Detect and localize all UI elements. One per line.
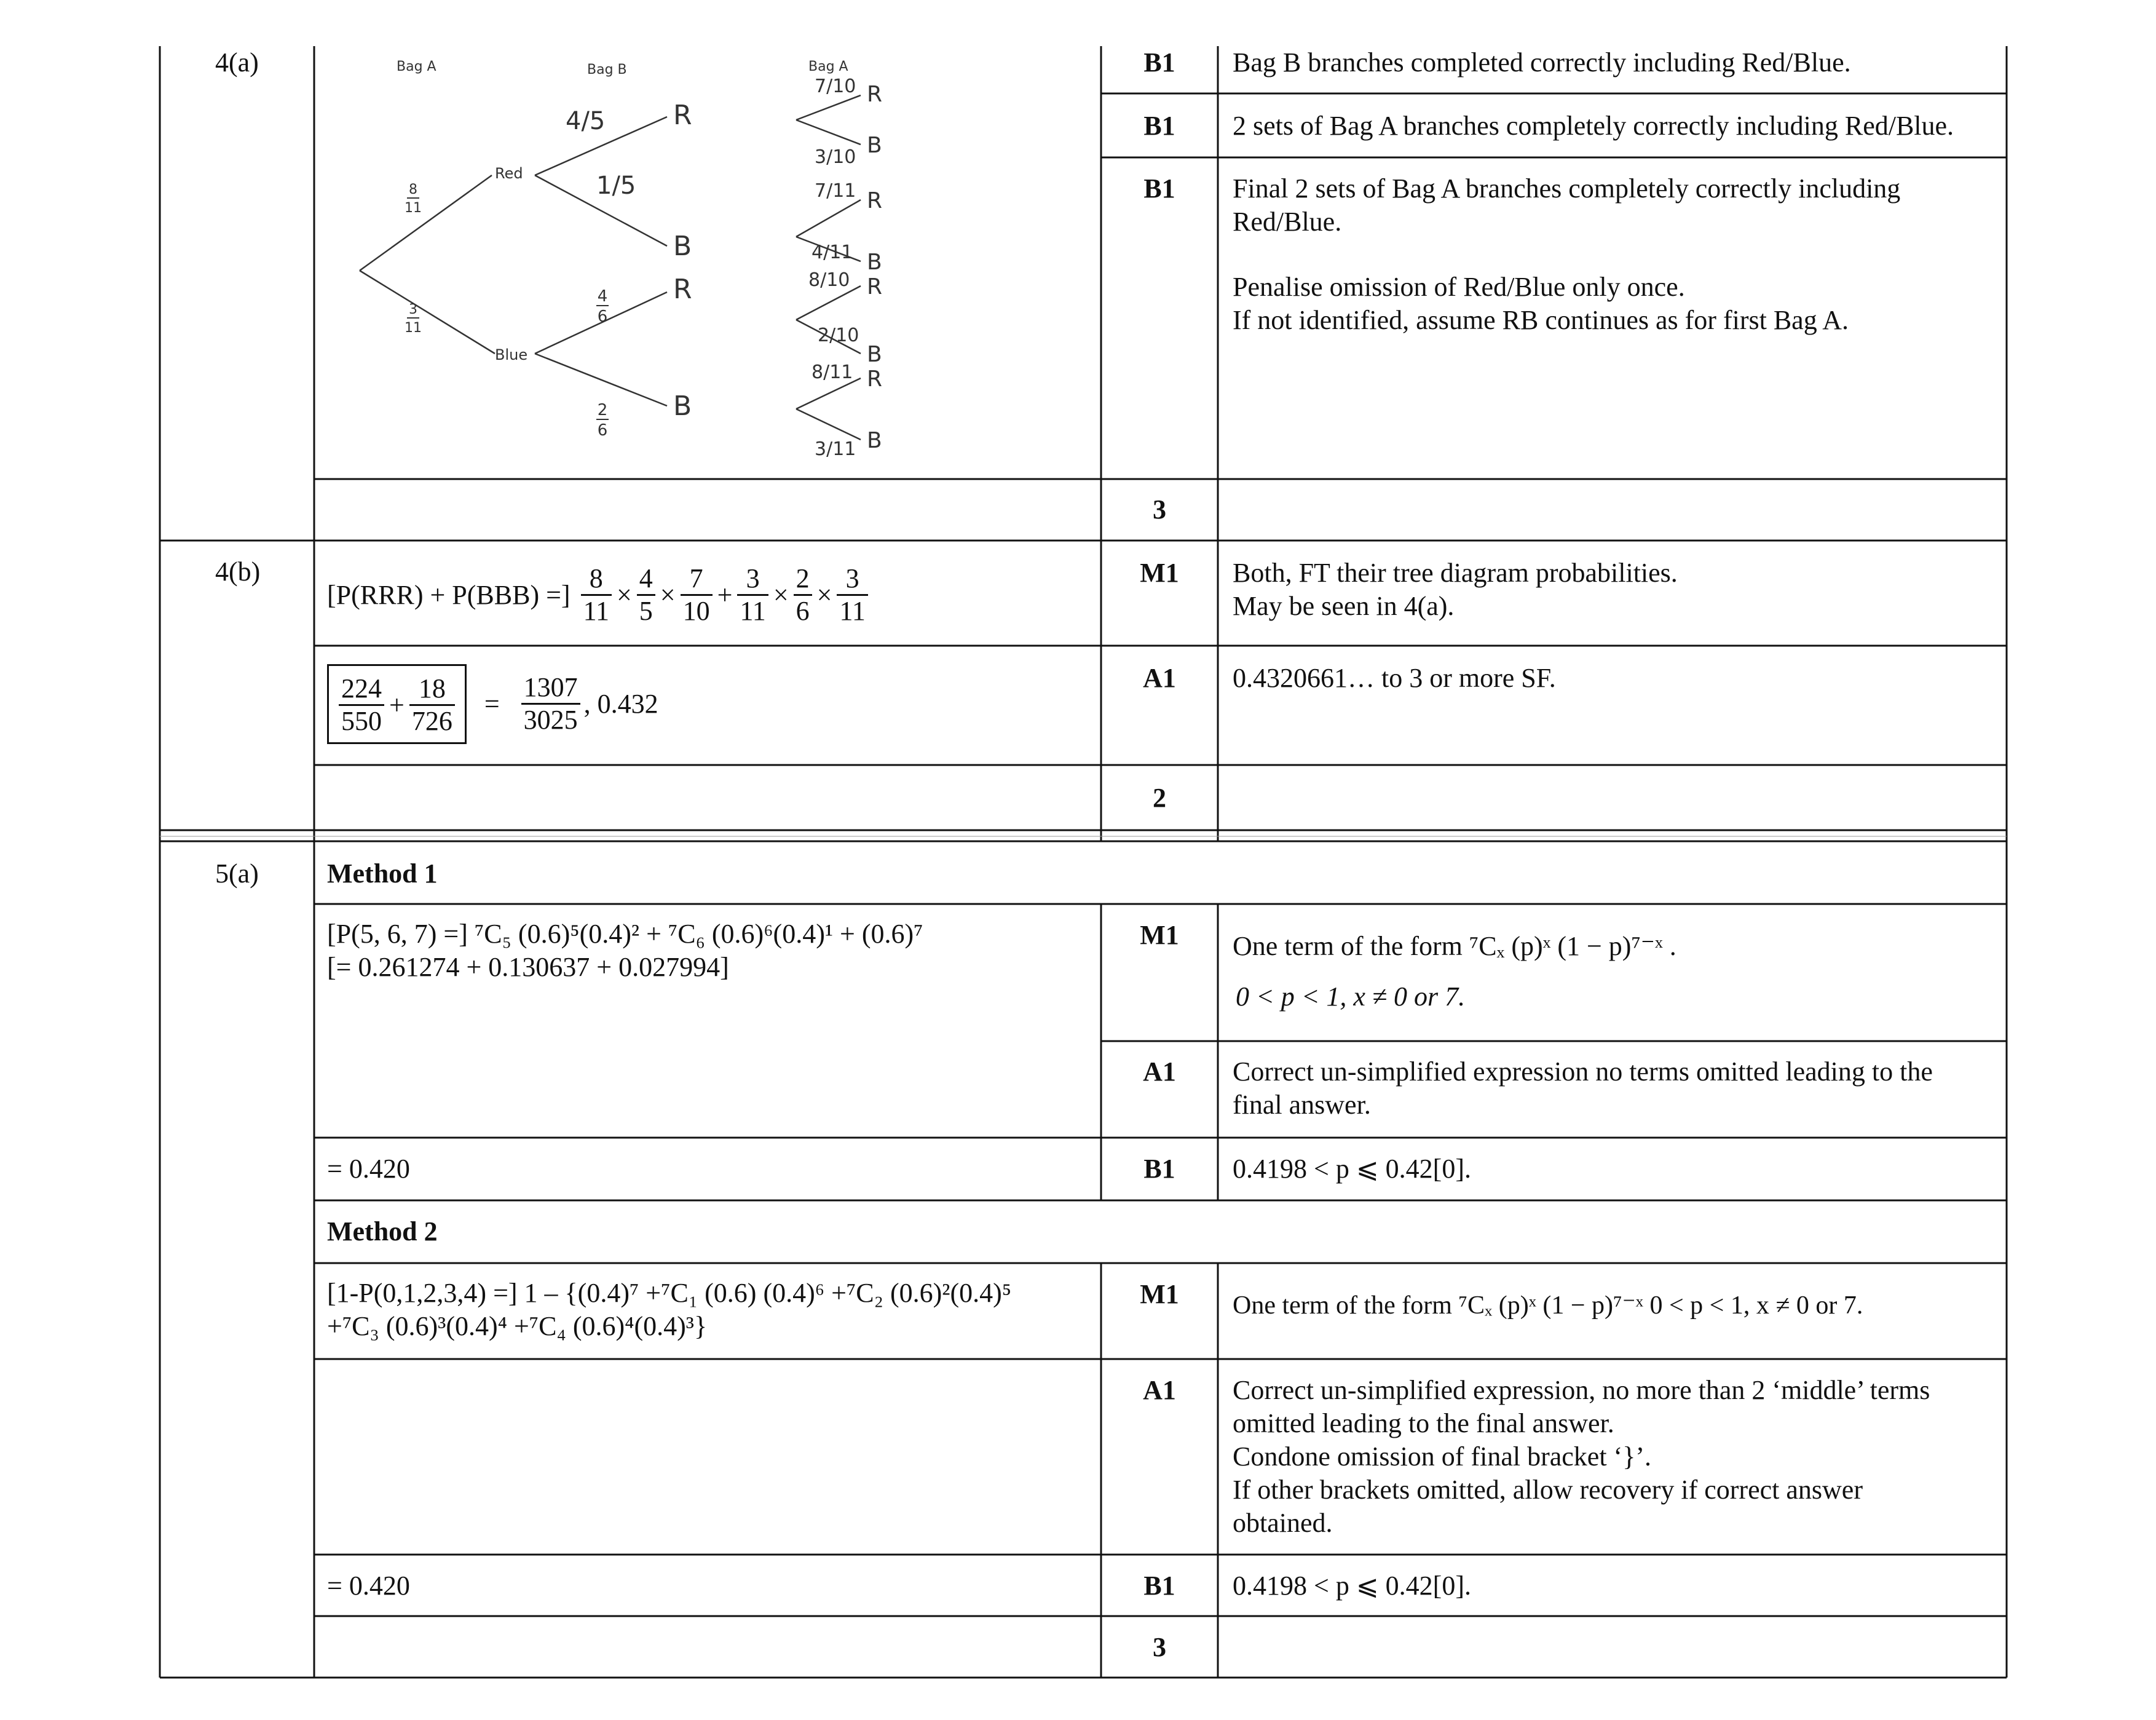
- bag-a-leaf-prob: 3/10: [815, 146, 856, 168]
- bag-a-leaf-r: R: [867, 82, 883, 107]
- bag-a-right-label: Bag A: [808, 59, 848, 74]
- bag-a-leaf-prob: 7/11: [815, 180, 856, 202]
- total-mark: 3: [1153, 1632, 1166, 1662]
- mark: M1: [1140, 920, 1179, 950]
- result-fraction: $\frac{1307}{3025}$: [521, 672, 580, 735]
- guidance: If not identified, assume RB continues as for first Bag A.: [1233, 305, 1849, 335]
- mark: B1: [1143, 1154, 1175, 1184]
- fraction: $\frac{8}{11}$: [581, 563, 612, 627]
- method-heading: Method 2: [327, 1216, 438, 1246]
- mark: A1: [1143, 1375, 1176, 1405]
- bag-a-leaf-prob: 8/11: [811, 362, 853, 383]
- question-label: 4(b): [215, 557, 261, 587]
- blue-label: Blue: [495, 346, 528, 363]
- branch-bb-num: 2: [597, 401, 608, 419]
- guidance: Final 2 sets of Bag A branches completely correctly including: [1233, 173, 1901, 204]
- guidance: omitted leading to the final answer.: [1233, 1408, 1614, 1438]
- working-line: [= 0.261274 + 0.130637 + 0.027994]: [327, 952, 729, 982]
- branch-bb-den: 6: [597, 421, 608, 440]
- leaf-r2: R: [673, 274, 692, 305]
- bag-a-leaf-b: B: [867, 133, 882, 158]
- fraction: $\frac{7}{10}$: [681, 563, 713, 627]
- answer: = 0.420: [327, 1571, 410, 1601]
- total-mark: 3: [1153, 494, 1166, 525]
- bag-a-leaf-prob: 8/10: [808, 269, 850, 291]
- guidance: 0.4320661… to 3 or more SF.: [1233, 663, 1556, 693]
- working-prefix: [P(RRR) + P(BBB) =]: [327, 579, 571, 610]
- bag-a-leaf-r: R: [867, 188, 883, 213]
- leaf-b1: B: [673, 231, 692, 262]
- guidance: If other brackets omitted, allow recovery if correct answer: [1233, 1475, 1863, 1505]
- guidance: Red/Blue.: [1233, 207, 1342, 237]
- bag-a-leaf-prob: 7/10: [815, 76, 856, 97]
- question-label: 4(a): [215, 47, 259, 77]
- bag-a-leaf-b: B: [867, 250, 882, 275]
- bag-a-leaf-prob: 2/10: [818, 325, 859, 346]
- p-red-num: 8: [409, 182, 417, 197]
- total-mark: 2: [1153, 783, 1166, 813]
- guidance: 2 sets of Bag A branches completely correctly including Red/Blue.: [1233, 111, 1954, 141]
- mark: B1: [1143, 47, 1175, 77]
- result-decimal: , 0.432: [583, 688, 658, 719]
- guidance: Condone omission of final bracket ‘}’.: [1233, 1441, 1651, 1472]
- working-line: $\frac{224}{550}$ + $\frac{18}{726}$ = $\frac{1307}{3025}$ , 0.432: [327, 664, 658, 744]
- red-label: Red: [495, 165, 523, 182]
- guidance: Penalise omission of Red/Blue only once.: [1233, 272, 1685, 302]
- guidance: 0.4198 < p ⩽ 0.42[0].: [1233, 1154, 1471, 1184]
- bag-b-label: Bag B: [587, 62, 627, 77]
- branch-rr: 4/5: [566, 107, 606, 135]
- fraction: $\frac{2}{6}$: [794, 563, 812, 627]
- leaf-b2: B: [673, 390, 692, 422]
- question-label: 5(a): [215, 858, 259, 889]
- working-line: [P(5, 6, 7) =] ⁷C₅ (0.6)⁵(0.4)² + ⁷C₆ (0.6)⁶(0.4)¹ + (0.6)⁷: [327, 919, 923, 949]
- mark: A1: [1143, 1056, 1176, 1087]
- guidance: May be seen in 4(a).: [1233, 591, 1455, 621]
- mark: M1: [1140, 1279, 1179, 1309]
- bag-a-leaf-r: R: [867, 274, 883, 299]
- tree-diagram: [332, 49, 947, 480]
- fraction: $\frac{4}{5}$: [637, 563, 655, 627]
- working-line: [P(RRR) + P(BBB) =] $\frac{8}{11}$ × $\frac{4}{5}$ × $\frac{7}{10}$ + $\frac{3}{11}$ × $\frac{2}{6}$ × $\frac{3}{11}$: [327, 556, 872, 632]
- guidance-text: Both, FT their tree diagram probabilities.: [1233, 558, 1678, 588]
- branch-br-num: 4: [597, 287, 608, 306]
- bag-a-leaf-r: R: [867, 367, 883, 392]
- bag-a-left-label: Bag A: [397, 59, 436, 74]
- answer: = 0.420: [327, 1154, 410, 1184]
- working-line: +⁷C₃ (0.6)³(0.4)⁴ +⁷C₄ (0.6)⁴(0.4)³}: [327, 1311, 708, 1341]
- branch-br-den: 6: [597, 307, 608, 326]
- mark: B1: [1143, 173, 1175, 204]
- guidance: Bag B branches completed correctly including Red/Blue.: [1233, 47, 1851, 77]
- method-heading: Method 1: [327, 858, 438, 889]
- mark: M1: [1140, 558, 1179, 588]
- bag-a-leaf-prob: 3/11: [815, 438, 856, 460]
- working-line: [1-P(0,1,2,3,4) =] 1 – {(0.4)⁷ +⁷C₁ (0.6) (0.4)⁶ +⁷C₂ (0.6)²(0.4)⁵: [327, 1278, 1012, 1308]
- leaf-r1: R: [673, 100, 692, 131]
- fraction: $\frac{18}{726}$: [409, 673, 455, 737]
- p-blue-den: 11: [405, 320, 422, 336]
- fraction: $\frac{224}{550}$: [339, 673, 384, 737]
- mark: A1: [1143, 663, 1176, 693]
- bag-a-leaf-b: B: [867, 428, 882, 453]
- guidance: [1233, 557, 1678, 590]
- guidance: 0 < p < 1, x ≠ 0 or 7.: [1236, 981, 1466, 1012]
- mark: B1: [1143, 111, 1175, 141]
- branch-rb: 1/5: [596, 172, 636, 200]
- bag-a-leaf-b: B: [867, 342, 882, 367]
- guidance: Correct un-simplified expression, no more than 2 ‘middle’ terms: [1233, 1375, 1930, 1405]
- bag-a-leaf-prob: 4/11: [811, 242, 853, 263]
- fraction: $\frac{3}{11}$: [837, 563, 867, 627]
- guidance: obtained.: [1233, 1508, 1333, 1538]
- fraction: $\frac{3}{11}$: [737, 563, 768, 627]
- p-blue-num: 3: [409, 302, 417, 317]
- guidance: Correct un-simplified expression no terms omitted leading to the: [1233, 1056, 1933, 1087]
- guidance: 0.4198 < p ⩽ 0.42[0].: [1233, 1571, 1471, 1601]
- mark: B1: [1143, 1571, 1175, 1601]
- p-red-den: 11: [405, 200, 422, 216]
- guidance: final answer.: [1233, 1090, 1371, 1120]
- guidance: One term of the form ⁷Cₓ (p)ˣ (1 − p)⁷⁻ˣ .: [1233, 931, 1676, 961]
- guidance: One term of the form ⁷Cₓ (p)ˣ (1 − p)⁷⁻ˣ 0 < p < 1, x ≠ 0 or 7.: [1233, 1291, 1863, 1320]
